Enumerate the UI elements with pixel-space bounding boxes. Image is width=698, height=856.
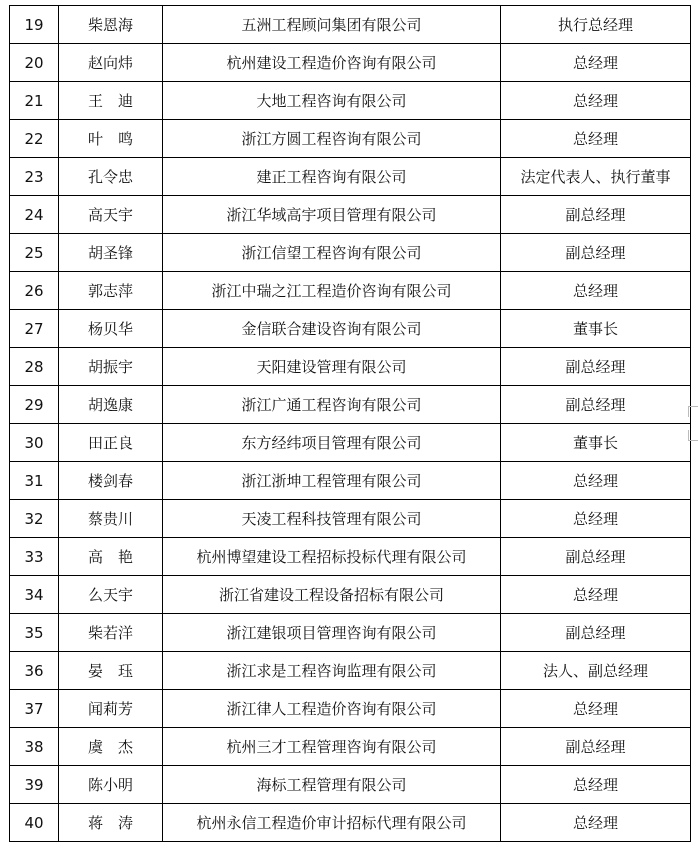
organization-cell: 五洲工程顾问集团有限公司 [163,6,501,44]
name-cell: 叶 鸣 [59,120,163,158]
organization-cell: 浙江华域高宇项目管理有限公司 [163,196,501,234]
organization-cell: 东方经纬项目管理有限公司 [163,424,501,462]
position-cell: 副总经理 [501,538,691,576]
position-cell: 总经理 [501,462,691,500]
row-number-cell: 22 [10,120,59,158]
table-row [10,44,691,82]
table-body [10,6,691,842]
margin-mark [688,406,698,417]
name-cell: 楼剑春 [59,462,163,500]
table-row [10,690,691,728]
organization-cell: 浙江信望工程咨询有限公司 [163,234,501,272]
name-cell: 虞 杰 [59,728,163,766]
row-number-cell: 40 [10,804,59,842]
name-cell: 柴若洋 [59,614,163,652]
row-number-cell: 34 [10,576,59,614]
organization-cell: 浙江求是工程咨询监理有限公司 [163,652,501,690]
row-number-cell: 35 [10,614,59,652]
name-cell: 高天宇 [59,196,163,234]
name-cell: 闻莉芳 [59,690,163,728]
table-row [10,462,691,500]
table-row [10,386,691,424]
table-row [10,652,691,690]
name-cell: 王 迪 [59,82,163,120]
organization-cell: 浙江中瑞之江工程造价咨询有限公司 [163,272,501,310]
name-cell: 蒋 涛 [59,804,163,842]
row-number-cell: 38 [10,728,59,766]
table-row [10,6,691,44]
name-cell: 胡振宇 [59,348,163,386]
table-row [10,766,691,804]
row-number-cell: 21 [10,82,59,120]
position-cell: 总经理 [501,690,691,728]
name-cell: 柴恩海 [59,6,163,44]
row-number-cell: 28 [10,348,59,386]
position-cell: 总经理 [501,120,691,158]
name-cell: 蔡贵川 [59,500,163,538]
row-number-cell: 32 [10,500,59,538]
position-cell: 总经理 [501,82,691,120]
row-number-cell: 27 [10,310,59,348]
row-number-cell: 20 [10,44,59,82]
name-cell: 赵向炜 [59,44,163,82]
position-cell: 副总经理 [501,386,691,424]
position-cell: 副总经理 [501,614,691,652]
margin-mark [688,430,698,441]
position-cell: 总经理 [501,500,691,538]
position-cell: 总经理 [501,804,691,842]
row-number-cell: 23 [10,158,59,196]
organization-cell: 建正工程咨询有限公司 [163,158,501,196]
table-row [10,158,691,196]
position-cell: 董事长 [501,310,691,348]
position-cell: 总经理 [501,766,691,804]
position-cell: 法人、副总经理 [501,652,691,690]
table-row [10,234,691,272]
organization-cell: 浙江浙坤工程管理有限公司 [163,462,501,500]
table-row [10,728,691,766]
table-row [10,196,691,234]
position-cell: 总经理 [501,576,691,614]
organization-cell: 浙江建银项目管理咨询有限公司 [163,614,501,652]
table-row [10,120,691,158]
table-row [10,538,691,576]
organization-cell: 海标工程管理有限公司 [163,766,501,804]
organization-cell: 杭州建设工程造价咨询有限公司 [163,44,501,82]
name-cell: 郭志萍 [59,272,163,310]
table-row [10,310,691,348]
table-row [10,424,691,462]
table-row [10,272,691,310]
organization-cell: 杭州三才工程管理咨询有限公司 [163,728,501,766]
position-cell: 执行总经理 [501,6,691,44]
name-cell: 胡圣锋 [59,234,163,272]
row-number-cell: 37 [10,690,59,728]
position-cell: 副总经理 [501,728,691,766]
position-cell: 副总经理 [501,234,691,272]
row-number-cell: 29 [10,386,59,424]
organization-cell: 大地工程咨询有限公司 [163,82,501,120]
row-number-cell: 36 [10,652,59,690]
table-row [10,614,691,652]
row-number-cell: 26 [10,272,59,310]
table-row [10,500,691,538]
row-number-cell: 24 [10,196,59,234]
name-cell: 么天宇 [59,576,163,614]
row-number-cell: 39 [10,766,59,804]
name-cell: 田正良 [59,424,163,462]
organization-cell: 金信联合建设咨询有限公司 [163,310,501,348]
name-cell: 晏 珏 [59,652,163,690]
table-row [10,348,691,386]
row-number-cell: 31 [10,462,59,500]
organization-cell: 杭州博望建设工程招标投标代理有限公司 [163,538,501,576]
organization-cell: 天凌工程科技管理有限公司 [163,500,501,538]
position-cell: 董事长 [501,424,691,462]
row-number-cell: 25 [10,234,59,272]
organization-cell: 浙江广通工程咨询有限公司 [163,386,501,424]
row-number-cell: 30 [10,424,59,462]
position-cell: 法定代表人、执行董事 [501,158,691,196]
organization-cell: 天阳建设管理有限公司 [163,348,501,386]
name-cell: 高 艳 [59,538,163,576]
name-cell: 杨贝华 [59,310,163,348]
row-number-cell: 19 [10,6,59,44]
table-row [10,576,691,614]
position-cell: 副总经理 [501,196,691,234]
table-row [10,804,691,842]
position-cell: 副总经理 [501,348,691,386]
table-row [10,82,691,120]
organization-cell: 浙江律人工程造价咨询有限公司 [163,690,501,728]
name-cell: 陈小明 [59,766,163,804]
organization-cell: 杭州永信工程造价审计招标代理有限公司 [163,804,501,842]
row-number-cell: 33 [10,538,59,576]
position-cell: 总经理 [501,44,691,82]
personnel-table [9,5,691,842]
organization-cell: 浙江方圆工程咨询有限公司 [163,120,501,158]
organization-cell: 浙江省建设工程设备招标有限公司 [163,576,501,614]
position-cell: 总经理 [501,272,691,310]
name-cell: 胡逸康 [59,386,163,424]
name-cell: 孔令忠 [59,158,163,196]
